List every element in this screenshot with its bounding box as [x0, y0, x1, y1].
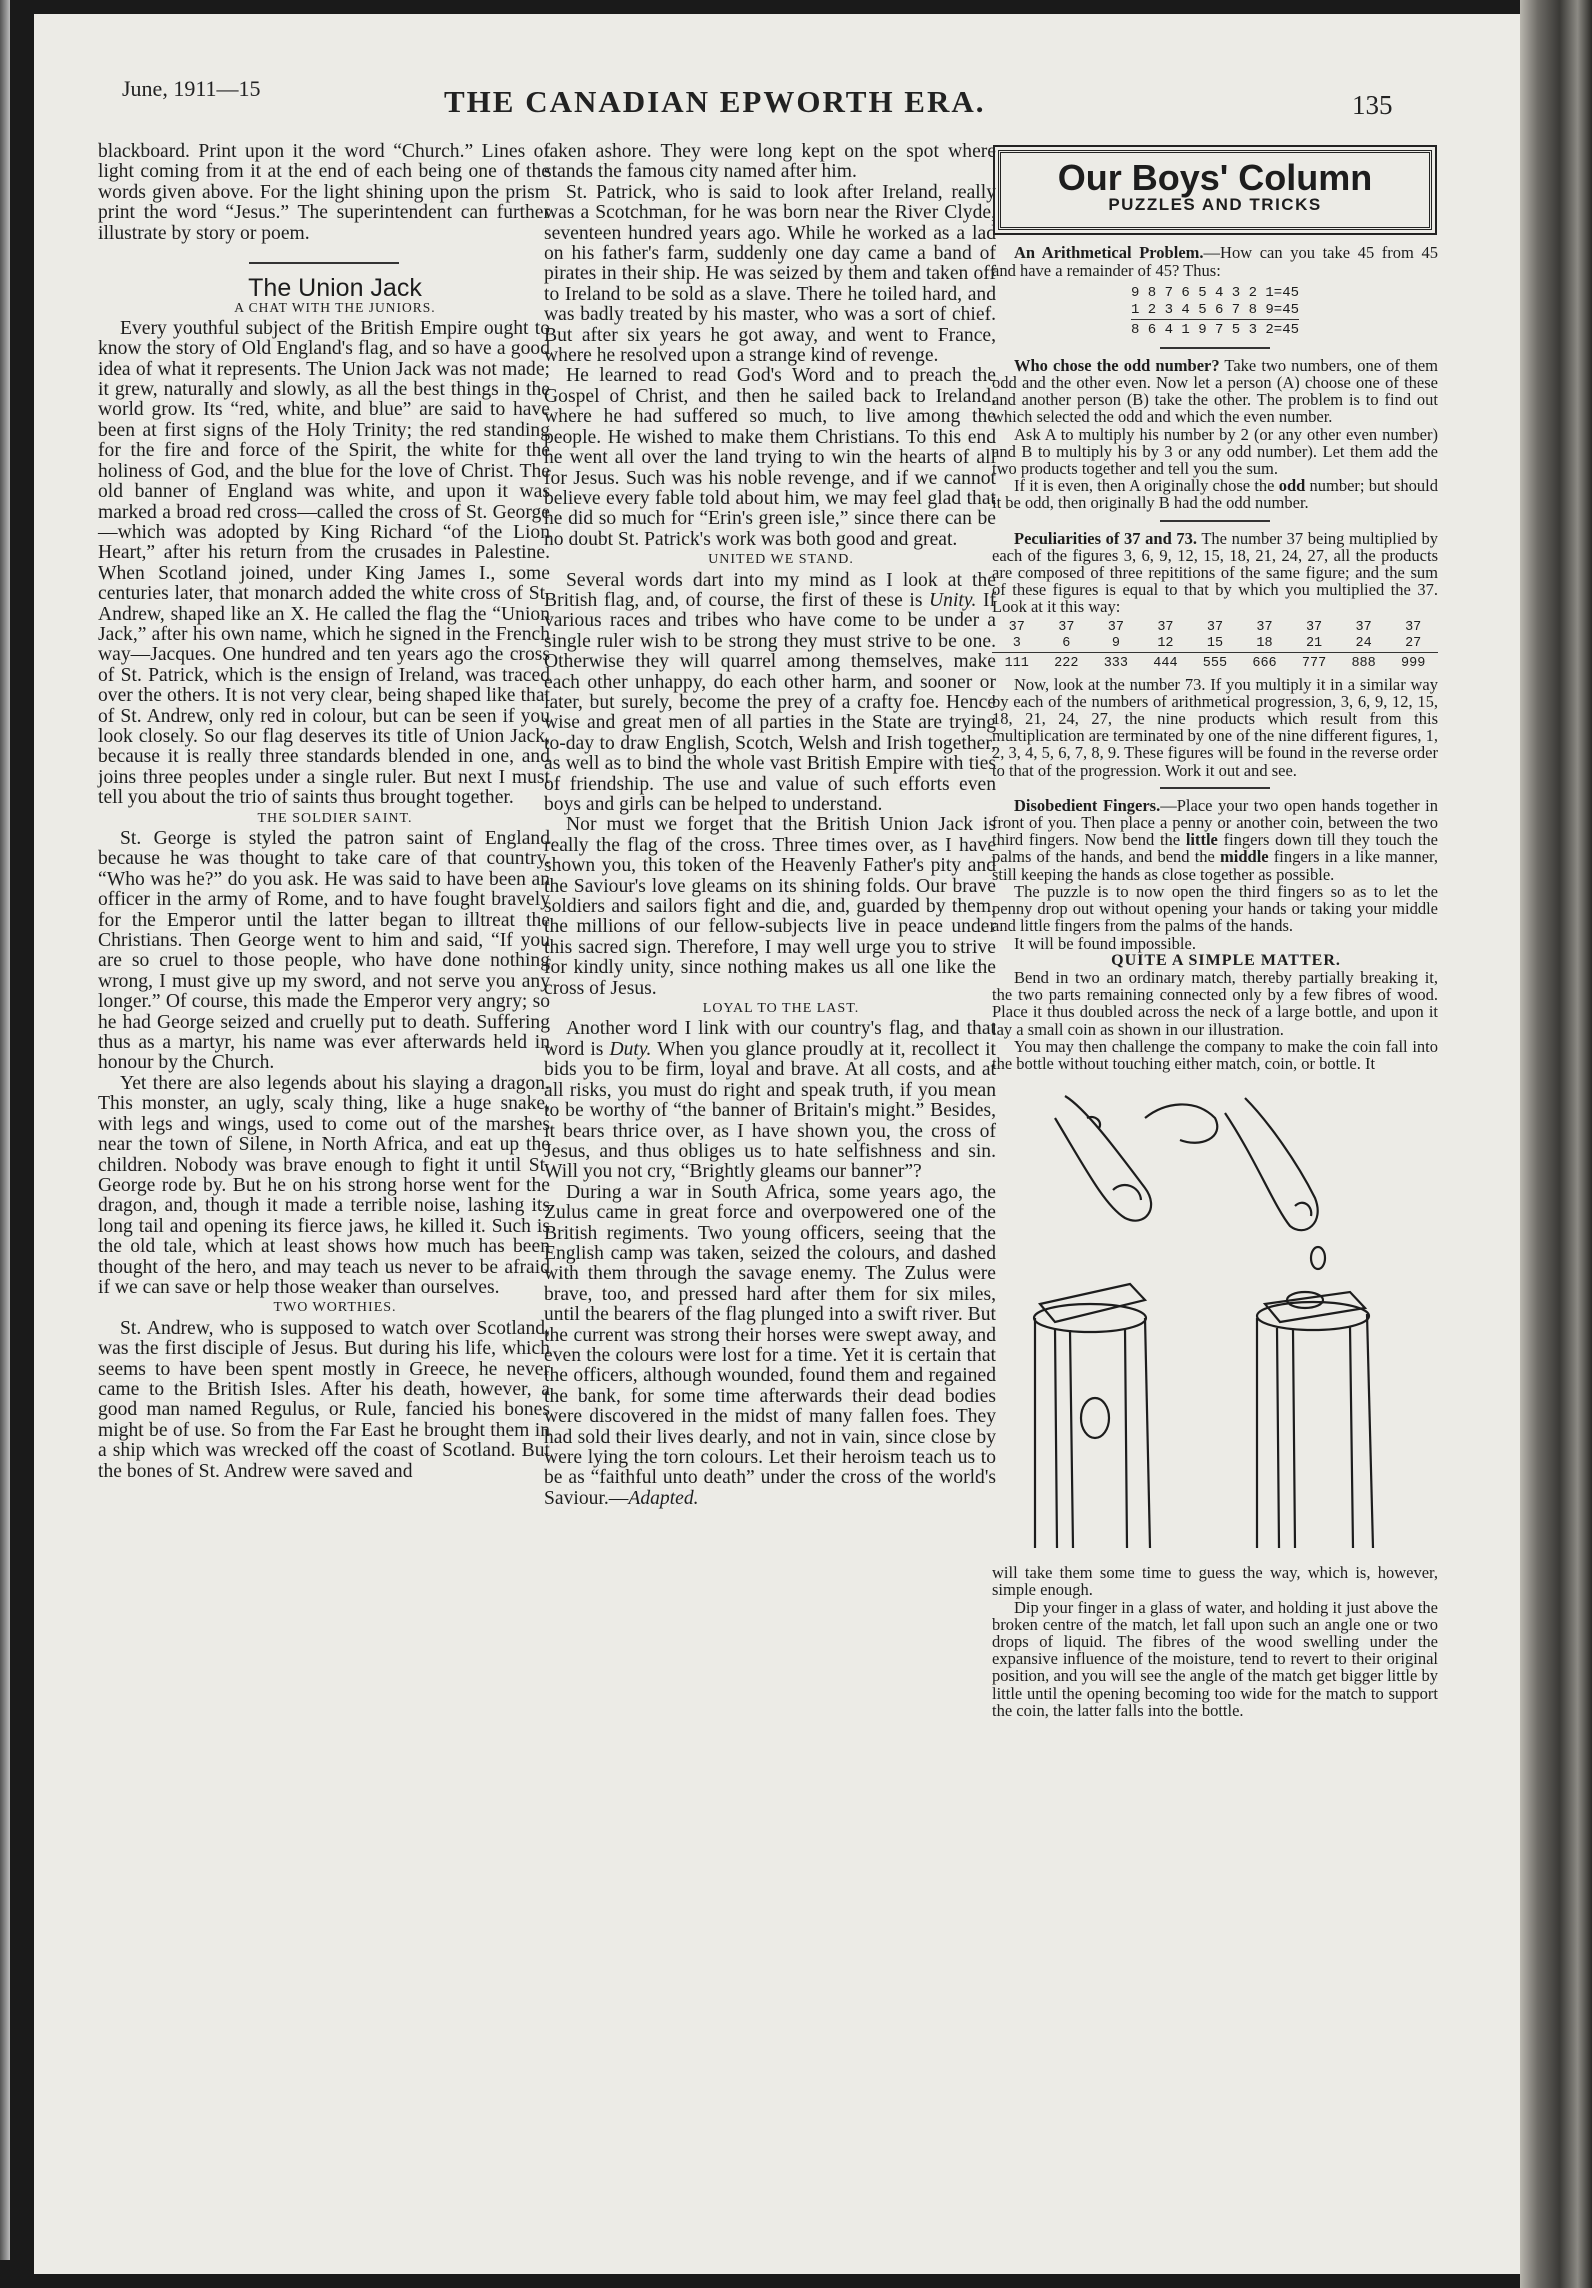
table-cell: 6	[1062, 635, 1071, 651]
number-row: 9 8 7 6 5 4 3 2 1=45	[1130, 284, 1300, 301]
table-cell: 37	[1008, 619, 1025, 635]
section-heading: TWO WORTHIES.	[273, 1300, 397, 1316]
page-fold-shadow	[0, 0, 10, 2260]
book-spine	[1520, 0, 1592, 2288]
paragraph: He learned to read God's Word and to preach the Gospel of Christ, and then he sailed back to Ireland, where he had suffered so much, to live among the people. He wished to make them Christians. To this end he went all over the land trying to win the hearts of all for Jesus. Such was his noble revenge, and if we cannot believe every fable told about him, we may feel glad that he did so much for “Erin's green isle,” since there can be no doubt St. Patrick's work was both good and great.	[544, 365, 996, 550]
bottle-right-icon	[1257, 1292, 1373, 1548]
paragraph: Dip your finger in a glass of water, and holding it just above the broken centre of the match, let fall upon such an angle one or two drops of liquid. The fibres of the wood swelling under the expansive influence of the moisture, tend to revert to their original position, and you will see the angle of the match get bigger little by little until the opening becoming too wide for the match to support the coin, the latter falls into the bottle.	[992, 1597, 1438, 1720]
table-cell: 222	[1042, 652, 1092, 672]
text-run: number; but should it be odd, then originally B had the odd number.	[992, 476, 1438, 513]
bottle-left-icon	[1034, 1284, 1150, 1548]
table-cell: 37	[1107, 619, 1124, 635]
bold-word: odd	[1278, 476, 1306, 496]
table-cell: 555	[1190, 652, 1240, 672]
bold-word: middle	[1220, 847, 1269, 867]
section-heading: THE SOLDIER SAINT.	[257, 810, 413, 826]
bold-word: little	[1185, 830, 1218, 850]
emphasis: Duty.	[609, 1038, 652, 1060]
puzzle-title: An Arithmetical Problem.	[1014, 243, 1204, 263]
magazine-page	[34, 14, 1520, 2274]
divider	[1160, 520, 1270, 522]
column-heading-box	[998, 150, 1432, 230]
paragraph: You may then challenge the company to make the coin fall into the bottle without touching either match, coin, or bottle. It	[992, 1036, 1438, 1073]
table-cell: 666	[1240, 652, 1290, 672]
text-run: Several words dart into my mind as I look at the British flag, and, of course, the first of these is	[544, 569, 996, 611]
section-heading: QUITE A SIMPLE MATTER.	[1111, 951, 1341, 969]
table-cell: 37	[1206, 619, 1224, 635]
table-cell: 27	[1405, 635, 1422, 651]
header-page-number: 135	[1352, 90, 1393, 120]
multiplication-table	[992, 620, 1438, 672]
table-cell: 444	[1141, 652, 1191, 672]
header-date: June, 1911—15	[122, 76, 261, 101]
divider	[1160, 787, 1270, 789]
table-cell: 777	[1289, 652, 1339, 672]
paragraph: Bend in two an ordinary match, thereby partially breaking it, the two parts remaining connected only by a few fibres of wood. Place it thus doubled across the neck of a large bottle, and upon it lay a small coin as shown in our illustration.	[992, 967, 1438, 1039]
paragraph: It will be found impossible.	[1014, 933, 1196, 953]
text-run: During a war in South Africa, some years ago, the Zulus came in great force and overpowered one of the British regiments. Two young officers, seeing that the English camp was taken, seized the colours, and dashed with them through the savage enemy. The Zulus were brave, too, and pressed hard after them for six miles, until the bearers of the flag plunged into a swift river. But the current was strong their horses were swept away, and even the colours were lost for a time. Yet it is certain that the officers, although wounded, found them and regained the bank, for some time afterwards their dead bodies were discovered in the midst of many fallen foes. They had sold their lives dearly, and not in vain, since close by were lying the torn colours. Let their heroism teach us to be as “faithful unto death” under the cross of the world's Saviour.—	[544, 1181, 996, 1509]
table-cell: 37	[1157, 619, 1174, 635]
puzzle-paragraph	[992, 244, 1438, 278]
divider	[249, 262, 399, 264]
paragraph: St. Patrick, who is said to look after Ireland, really was a Scotchman, for he was born near the River Clyde, seventeen hundred years ago. While he worked as a lad on his father's farm, suddenly one day came a band of pirates in their ship. He was seized by them and taken off to Ireland to be sold as a slave. There he toiled hard, and was badly treated by his master, who was a sort of chief. But after six years he got away, and went to France, where he resolved upon a strange kind of revenge.	[544, 181, 996, 367]
paragraph: Every youthful subject of the British Empire ought to know the story of Old England's flag, and so have a good idea of what it represents. The Union Jack was not made; it grew, naturally and slowly, as all the best things in the world grow. Its “red, white, and blue” are said to have been at first signs of the Holy Trinity; the red standing for the fire and force of the Spirit, the white for the holiness of God, and the blue for the love of Christ. The old banner of England was white, and upon it was marked a broad red cross—called the cross of St. George—which was adopted by King Richard “of the Lion Heart,” after his return from the crusades in Palestine. When Scotland joined, under King James I., some centuries later, that monarch added the white cross of St. Andrew, shaped like an X. He called the flag the “Union Jack,” after his own name, which he signed in the French way—Jacques. One hundred and ten years ago the cross of St. Patrick, which is the ensign of Ireland, was traced over the others. It is not very clear, being shaped like that of St. Andrew, only red in colour, but can be seen if you look closely. So our flag deserves its title of Union Jack, because it is really three standards blended in one, and joins three peoples under a single ruler. But next I must tell you about the trio of saints thus brought together.	[98, 317, 550, 809]
text-run: If it is even, then A originally chose the	[1014, 476, 1279, 496]
text-run: If various races and tribes who have come to be under a single ruler wish to be strong they must strive to be one. Otherwise they will quarrel among themselves, make each other unhappy, do each other harm, and sooner or later, but surely, become the prey of a crafty foe. Hence wise and great men of all parties in the State are trying to-day to draw English, Scotch, Welsh and Irish together, as well as to bind the whole vast British Empire with ties of friendship. The use and value of such efforts even boys and girls can be helped to understand.	[544, 589, 997, 815]
section-heading: LOYAL TO THE LAST.	[702, 1001, 860, 1017]
article-subtitle: A CHAT WITH THE JUNIORS.	[234, 300, 436, 316]
text-run: —Place your two open hands together in front of you. Then place a penny or another coin, between the two third fingers. Now bend the	[992, 795, 1438, 850]
table-cell: 15	[1206, 635, 1224, 651]
number-row: 1 2 3 4 5 6 7 8 9=45	[1130, 301, 1300, 318]
table-cell: 37	[1305, 619, 1323, 635]
paragraph	[544, 571, 996, 816]
table-cell: 37	[1058, 619, 1075, 635]
paragraph: Ask A to multiply his number by 2 (or any other even number) and B to multiply his by 3 or any odd number). Let them add the two products together and tell you the sum.	[992, 424, 1438, 479]
finger-right-icon	[1225, 1098, 1318, 1230]
table-cell: 111	[992, 652, 1042, 672]
paragraph: will take them some time to guess the way, which is, however, simple enough.	[992, 1563, 1438, 1600]
text-run: Take two numbers, one of them odd and the other even. Now let a person (A) choose one of these and another person (B) take the other. The problem is to find out which selected the odd and which the even number.	[992, 355, 1438, 427]
table-cell: 333	[1091, 652, 1141, 672]
table-cell: 37	[1256, 619, 1273, 635]
paragraph: The puzzle is to now open the third fingers so as to let the penny drop out without opening your hands or taking your middle and little fingers from the palms of the hands.	[992, 881, 1438, 936]
table-cell: 37	[1355, 619, 1372, 635]
table-cell: 9	[1111, 635, 1120, 651]
text-run: Another word I link with our country's flag, and that word is	[544, 1018, 996, 1060]
paragraph: Nor must we forget that the British Union Jack is really the flag of the cross. Three times over, as I have shown you, this token of the Heavenly Father's pity and the Saviour's love gleams on its shining folds. Our brave soldiers and sailors fight and die, and, guarded by them, the millions of our fellow-subjects live in peace under this sacred sign. Therefore, I may well urge you to strive for kindly unity, since nothing makes us all one like the cross of Jesus.	[544, 814, 996, 999]
text-run: —How can you take 45 from 45 and have a remainder of 45? Thus:	[992, 243, 1438, 280]
section-heading: UNITED WE STAND.	[708, 552, 854, 568]
puzzle-title: Peculiarities of 37 and 73.	[1014, 528, 1198, 548]
paragraph	[544, 1019, 996, 1182]
text-run: fingers down till they touch the palms of the hands, and bend the	[992, 830, 1438, 867]
paragraph: taken ashore. They were long kept on the spot where stands the famous city named after him.	[544, 141, 996, 183]
paragraph: St. George is styled the patron saint of England because he was thought to take care of that country. “Who was he?” do you ask. He was said to have been an officer in the army of Rome, and to have fought bravely for the Emperor until the latter began to illtreat the Christians. Then George went to him and said, “If you are so cruel to those people, who have done nothing wrong, I must give up my sword, and not serve you any longer.” Of course, this made the Emperor very angry; so he had George seized and cruelly put to death. Suffering thus as a martyr, his name was ever afterwards held in honour by the Church.	[98, 828, 550, 1074]
article-title: The Union Jack	[248, 274, 422, 303]
finger-left-icon	[1055, 1096, 1151, 1221]
divider	[1160, 347, 1270, 349]
column-heading-title: Our Boys' Column	[1057, 157, 1373, 198]
paragraph: Now, look at the number 73. If you multiply it in a similar way by each of the numbers of arithmetical progression, 3, 6, 9, 12, 15, 18, 21, 24, 27, the nine products which result from this multiplication are terminated by one of the nine different figures, 1, 2, 3, 4, 5, 6, 7, 8, 9. These figures will be found in the reverse order to that of the progression. Work it out and see.	[992, 674, 1438, 780]
emphasis: Adapted.	[628, 1487, 699, 1509]
column-heading-subtitle: PUZZLES AND TRICKS	[1108, 195, 1322, 215]
table-cell: 3	[1012, 635, 1021, 651]
puzzle-title: Who chose the odd number?	[1014, 355, 1220, 375]
text-run: fingers in a like manner, still keeping the hands as close together as possible.	[992, 847, 1438, 884]
puzzle-paragraph	[992, 797, 1438, 883]
table-cell: 24	[1355, 635, 1372, 651]
puzzle-title: Disobedient Fingers.	[1014, 795, 1161, 815]
puzzle-paragraph	[992, 357, 1438, 426]
table-cell: 37	[1405, 619, 1422, 635]
table-cell: 21	[1305, 635, 1323, 651]
column-2	[544, 142, 996, 1509]
column-3	[992, 142, 1438, 1719]
paragraph	[544, 1183, 996, 1510]
puzzle-paragraph	[992, 530, 1438, 616]
bottle-trick-illustration	[992, 1078, 1438, 1558]
paragraph: Yet there are also legends about his slaying a dragon. This monster, an ugly, scaly thing, like a huge snake, with legs and wings, used to come out of the marshes near the town of Silene, in North Africa, and eat up the children. Nobody was brave enough to fight it until St. George rode by. But he on his strong horse went for the dragon, and, though it made a terrible noise, lashing its long tail and opening its fierce jaws, he killed it. Such is the old tale, which at least shows how much has been thought of the hero, and may teach us never to be afraid if we can save or help those weaker than ourselves.	[98, 1072, 550, 1298]
table-cell: 18	[1256, 635, 1273, 651]
paragraph	[992, 477, 1438, 511]
number-sum	[992, 285, 1438, 339]
table-cell: 888	[1339, 652, 1389, 672]
paragraph: St. Andrew, who is supposed to watch over Scotland, was the first disciple of Jesus. But during his life, which seems to have been spent mostly in Greece, he never came to the British Isles. After his death, however, a good man named Regulus, or Rule, fancied his bones might be of use. So from the Far East he brought them in a ship which was wrecked off the coast of Scotland. But the bones of St. Andrew were saved and	[98, 1317, 550, 1482]
number-row-result: 8 6 4 1 9 7 5 3 2=45	[1131, 319, 1299, 339]
emphasis: Unity.	[929, 589, 977, 611]
text-run: The number 37 being multiplied by each of the figures 3, 6, 9, 12, 15, 18, 21, 24, 27, all the products are composed of three repititions of the same figure; and the sum of these figures is equal to that by which you multiplied the 37. Look at it this way:	[992, 528, 1438, 617]
table-cell: 999	[1388, 652, 1438, 672]
table-cell: 12	[1157, 635, 1174, 651]
header-title: THE CANADIAN EPWORTH ERA.	[444, 84, 986, 119]
text-run: When you glance proudly at it, recollect it bids you to be firm, loyal and brave. At all costs, and at all risks, you must do right and speak truth, if you mean to be worthy of “the banner of Britain's might.” Besides, it bears thrice over, as I have shown you, the cross of Jesus, and thus obliges us to hate selfishness and sin. Will you not cry, “Brightly gleams our banner”?	[544, 1038, 997, 1183]
column-1	[98, 142, 550, 1482]
paragraph: blackboard. Print upon it the word “Church.” Lines of light coming from it at the end of each being one of the words given above. For the light shining upon the prism print the word “Jesus.” The superintendent can further illustrate by story or poem.	[98, 141, 550, 244]
water-drop-icon	[1311, 1247, 1325, 1269]
